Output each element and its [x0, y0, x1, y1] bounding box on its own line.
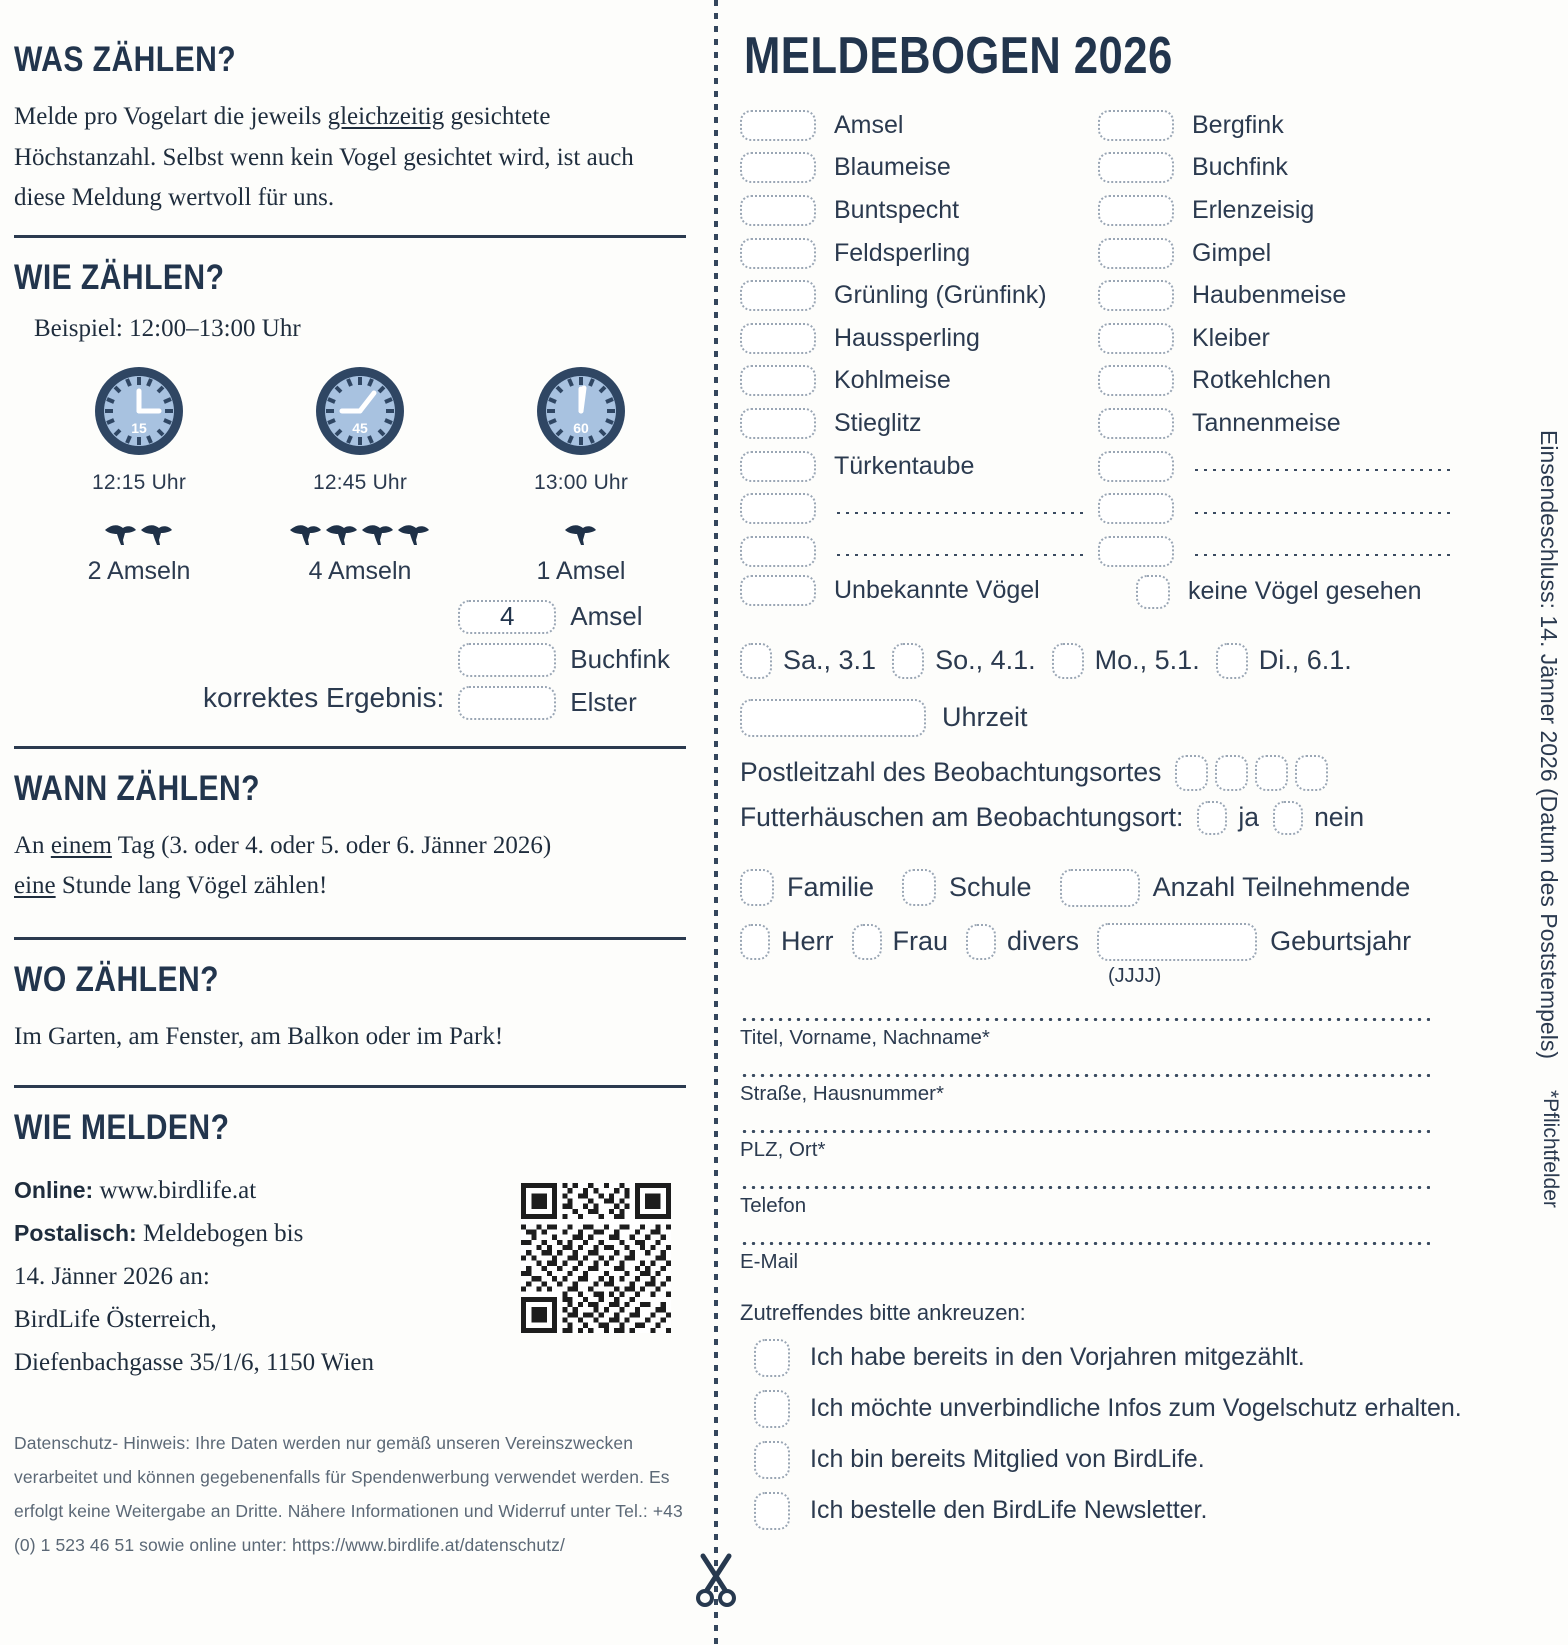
divider-2 — [14, 746, 686, 749]
field-email — [740, 1242, 1460, 1274]
result-count-input-amsel[interactable]: 4 — [458, 600, 556, 634]
bird-silhouettes-3 — [496, 511, 666, 547]
qr-code-icon[interactable] — [506, 1183, 686, 1333]
clock-minutes-3: 60 — [573, 419, 589, 436]
date-checkbox-sa[interactable] — [740, 643, 772, 679]
clock-icon — [89, 361, 189, 461]
wann-zaehlen-text — [14, 826, 686, 907]
species-row — [740, 104, 1098, 147]
was-text-part1: Melde pro Vogelart die jeweils — [14, 103, 328, 130]
clock-time-label-2: 12:45 Uhr — [312, 470, 408, 494]
bird-icon — [564, 521, 598, 547]
left-info-column — [0, 0, 700, 1645]
species-count-input[interactable] — [1098, 408, 1174, 439]
field-label-street: Straße, Hausnummer* — [740, 1081, 944, 1105]
no-birds-seen-label: keine Vögel gesehen — [1188, 577, 1422, 606]
species-label: Erlenzeisig — [1192, 195, 1315, 224]
field-input-name[interactable] — [740, 1018, 1430, 1021]
familie-checkbox[interactable] — [740, 869, 774, 906]
species-label: Gimpel — [1192, 238, 1272, 267]
form-title: MELDEBOGEN 2026 — [744, 27, 1173, 85]
species-row — [1098, 360, 1456, 403]
anzahl-teilnehmende-label: Anzahl Teilnehmende — [1152, 872, 1411, 903]
feeder-checkbox-yes[interactable] — [1197, 801, 1227, 835]
option-checkbox-infos[interactable] — [754, 1390, 790, 1428]
species-count-input[interactable] — [740, 365, 816, 396]
species-label: Türkentaube — [834, 451, 975, 480]
option-checkbox-newsletter[interactable] — [754, 1492, 790, 1530]
species-count-input[interactable] — [1098, 451, 1174, 482]
correct-result-example — [14, 600, 686, 720]
divers-checkbox[interactable] — [966, 924, 996, 960]
field-input-street[interactable] — [740, 1074, 1430, 1077]
species-checklist — [740, 104, 1460, 609]
date-label-sa: Sa., 3.1 — [783, 645, 877, 676]
species-name-blank-line[interactable] — [834, 512, 1086, 514]
species-count-input[interactable] — [740, 408, 816, 439]
clock-example-3 — [496, 361, 666, 586]
species-row-blank — [1098, 530, 1456, 573]
date-option — [892, 643, 1036, 679]
field-input-email[interactable] — [740, 1242, 1430, 1245]
date-label-di: Di., 6.1. — [1258, 645, 1352, 676]
species-name-blank-line[interactable] — [1192, 554, 1456, 556]
bird-icon — [361, 521, 395, 547]
bird-icon — [325, 521, 359, 547]
postal-label: Postalisch: — [14, 1220, 137, 1246]
field-label-name: Titel, Vorname, Nachname* — [740, 1025, 990, 1049]
species-count-input[interactable] — [1098, 152, 1174, 183]
wie-melden-text — [14, 1169, 480, 1384]
bird-icon — [104, 521, 138, 547]
frau-label: Frau — [892, 926, 949, 957]
example-label: Beispiel: 12:00–13:00 Uhr — [34, 314, 301, 342]
schule-checkbox[interactable] — [902, 869, 936, 906]
option-row — [754, 1339, 1460, 1377]
herr-label: Herr — [781, 926, 834, 957]
salutation-row — [740, 923, 1460, 961]
plz-digit-4[interactable] — [1295, 755, 1328, 791]
species-count-input[interactable] — [1098, 238, 1174, 269]
species-count-input[interactable] — [1098, 280, 1174, 311]
species-row-blank — [1098, 487, 1456, 530]
section-title-wo-zaehlen: WO ZÄHLEN? — [14, 959, 219, 999]
schule-label: Schule — [949, 872, 1032, 903]
field-label-city: PLZ, Ort* — [740, 1137, 826, 1161]
clock-examples — [14, 361, 686, 586]
deadline-side-text: Einsendeschluss: 14. Jänner 2026 (Datum des Poststempels) — [1536, 430, 1562, 1059]
option-label-newsletter: Ich bestelle den BirdLife Newsletter. — [810, 1496, 1208, 1525]
uhrzeit-field — [740, 699, 1460, 737]
wann-text-c: Stunde lang Vögel zählen! — [55, 872, 328, 899]
species-column-left — [740, 104, 1098, 609]
scissors-icon — [694, 1548, 738, 1608]
field-input-phone[interactable] — [740, 1186, 1430, 1189]
species-row — [740, 274, 1098, 317]
geburtsjahr-input[interactable] — [1097, 923, 1257, 961]
species-row — [1098, 317, 1456, 360]
postal-line3: BirdLife Österreich, — [14, 1306, 217, 1333]
ankreuzen-label: Zutreffendes bitte ankreuzen: — [740, 1299, 1026, 1325]
option-checkbox-vorjahre[interactable] — [754, 1339, 790, 1377]
date-label-so: So., 4.1. — [935, 645, 1036, 676]
date-label-mo: Mo., 5.1. — [1094, 645, 1200, 676]
clock-time-label-1: 12:15 Uhr — [91, 470, 187, 494]
species-row — [1098, 274, 1456, 317]
date-selection — [740, 643, 1460, 679]
familie-label: Familie — [787, 872, 875, 903]
species-label: Tannenmeise — [1192, 408, 1341, 437]
species-label: Grünling (Grünfink) — [834, 281, 1047, 310]
divider-3 — [14, 937, 686, 940]
divider-4 — [14, 1085, 686, 1088]
was-text-part2: gesichtete Höchstanzahl. Selbst wenn kein Vogel gesichtet wird, ist auch diese Meldung wertvoll für uns. — [14, 103, 634, 211]
clock-count-label-1: 2 Amseln — [87, 556, 191, 585]
divers-label: divers — [1007, 926, 1080, 957]
species-row — [740, 147, 1098, 190]
species-count-input[interactable] — [1098, 110, 1174, 141]
bird-icon — [289, 521, 323, 547]
clock-minutes-1: 15 — [131, 419, 147, 436]
option-row — [754, 1441, 1460, 1479]
species-label: Haubenmeise — [1192, 281, 1347, 310]
correct-result-label: korrektes Ergebnis: — [203, 681, 445, 713]
clock-minutes-2: 45 — [352, 419, 368, 436]
species-count-input[interactable] — [1098, 323, 1174, 354]
option-label-infos: Ich möchte unverbindliche Infos zum Vogelschutz erhalten. — [810, 1394, 1462, 1423]
option-row — [754, 1390, 1460, 1428]
clock-count-label-2: 4 Amseln — [308, 556, 412, 585]
species-label: Rotkehlchen — [1192, 366, 1331, 395]
result-row — [458, 686, 670, 720]
plz-field — [740, 755, 1460, 791]
unknown-birds-label: Unbekannte Vögel — [834, 575, 1040, 604]
uhrzeit-input[interactable] — [740, 699, 926, 737]
feeder-field — [740, 801, 1460, 835]
was-zaehlen-text — [14, 97, 686, 219]
privacy-notice: Datenschutz- Hinweis: Ihre Daten werden nur gemäß unseren Vereinszwecken verarbeitet und können gegebenenfalls für Spendenwerbung verwendet werden. Es erfolgt keine Weitergabe an Dritte. Nähere Informationen und Widerruf unter Tel.: +43 (0) 1 523 46 51 sowie online unter: https://www.birdlife.at/datenschutz/ — [14, 1433, 683, 1556]
species-row — [1098, 402, 1456, 445]
species-name-blank-line[interactable] — [1192, 469, 1456, 471]
plz-label: Postleitzahl des Beobachtungsortes — [740, 757, 1162, 788]
field-input-city[interactable] — [740, 1130, 1430, 1133]
section-title-wann-zaehlen: WANN ZÄHLEN? — [14, 768, 260, 808]
species-name-blank-line[interactable] — [1192, 512, 1456, 514]
result-row — [458, 643, 670, 677]
feeder-label-yes: ja — [1238, 802, 1260, 833]
species-label: Bergfink — [1192, 110, 1284, 139]
feeder-label-no: nein — [1314, 802, 1365, 833]
clock-count-label-3: 1 Amsel — [536, 556, 626, 585]
field-label-phone: Telefon — [740, 1193, 807, 1217]
field-name — [740, 1018, 1460, 1050]
date-option — [1052, 643, 1200, 679]
species-count-input[interactable] — [740, 323, 816, 354]
species-count-input[interactable] — [740, 152, 816, 183]
species-column-right — [1098, 104, 1456, 609]
species-label: Haussperling — [834, 323, 980, 352]
result-species-amsel: Amsel — [570, 601, 643, 631]
bird-icon — [140, 521, 174, 547]
geburtsjahr-label: Geburtsjahr — [1270, 926, 1412, 957]
species-count-input[interactable] — [1098, 536, 1174, 567]
bird-silhouettes-2 — [275, 511, 445, 547]
species-label: Kleiber — [1192, 323, 1270, 352]
result-count-input-elster[interactable] — [458, 686, 556, 720]
species-count-input[interactable] — [1098, 365, 1174, 396]
species-row — [740, 402, 1098, 445]
wann-text-u1: einem — [50, 831, 112, 859]
result-count-input-buchfink[interactable] — [458, 643, 556, 677]
clock-icon — [531, 361, 631, 461]
section-title-wie-melden: WIE MELDEN? — [14, 1108, 230, 1147]
species-count-input[interactable] — [740, 238, 816, 269]
species-name-blank-line[interactable] — [834, 554, 1086, 556]
species-count-input[interactable] — [740, 493, 816, 524]
was-text-underlined: gleichzeitig — [327, 103, 445, 130]
anzahl-teilnehmende-input[interactable] — [1060, 869, 1140, 907]
right-form-column — [740, 0, 1460, 1645]
species-count-input[interactable] — [740, 536, 816, 567]
herr-checkbox[interactable] — [740, 924, 770, 960]
bird-silhouettes-1 — [54, 511, 224, 547]
option-label-mitglied: Ich bin bereits Mitglied von BirdLife. — [810, 1445, 1205, 1474]
species-label: Amsel — [834, 110, 904, 139]
date-option — [1216, 643, 1352, 679]
species-row — [740, 189, 1098, 232]
geburtsjahr-hint: (JJJJ) — [1108, 964, 1162, 987]
species-label: Kohlmeise — [834, 366, 951, 395]
clock-time-label-3: 13:00 Uhr — [533, 470, 629, 494]
clock-example-1 — [54, 361, 224, 586]
section-title-was-zaehlen: WAS ZÄHLEN? — [14, 40, 237, 79]
species-count-input[interactable] — [740, 110, 816, 141]
species-label: Feldsperling — [834, 238, 971, 267]
plz-digit-2[interactable] — [1215, 755, 1248, 791]
group-type-row — [740, 869, 1460, 907]
species-row-blank — [1098, 445, 1456, 488]
result-species-buchfink: Buchfink — [570, 644, 670, 674]
wo-zaehlen-text: Im Garten, am Fenster, am Balkon oder im Park! — [14, 1022, 504, 1050]
species-row-blank — [740, 530, 1098, 573]
species-row — [1098, 232, 1456, 275]
online-label: Online: — [14, 1177, 94, 1203]
date-checkbox-di[interactable] — [1216, 643, 1248, 679]
clock-example-2 — [275, 361, 445, 586]
feeder-label: Futterhäuschen am Beobachtungsort: — [740, 802, 1184, 833]
result-row — [458, 600, 670, 634]
field-label-email: E-Mail — [740, 1249, 799, 1273]
species-row — [1098, 189, 1456, 232]
date-checkbox-so[interactable] — [892, 643, 924, 679]
divider-1 — [14, 235, 686, 238]
no-birds-seen-checkbox[interactable] — [1136, 575, 1170, 609]
postal-line2: 14. Jänner 2026 an: — [14, 1263, 210, 1290]
wann-text-b: Tag (3. oder 4. oder 5. oder 6. Jänner 2026) — [111, 831, 552, 859]
option-row — [754, 1492, 1460, 1530]
clock-icon — [310, 361, 410, 461]
species-count-input[interactable] — [1098, 195, 1174, 226]
species-row — [740, 317, 1098, 360]
species-count-input[interactable] — [740, 451, 816, 482]
species-row-blank — [740, 487, 1098, 530]
online-value[interactable]: www.birdlife.at — [93, 1177, 257, 1204]
field-street — [740, 1074, 1460, 1106]
field-city — [740, 1130, 1460, 1162]
bird-icon — [397, 521, 431, 547]
species-row — [1098, 147, 1456, 190]
frau-checkbox[interactable] — [852, 924, 882, 960]
date-checkbox-mo[interactable] — [1052, 643, 1084, 679]
option-label-vorjahre: Ich habe bereits in den Vorjahren mitgezählt. — [810, 1343, 1305, 1372]
species-row — [740, 360, 1098, 403]
postal-value: Meldebogen bis — [136, 1220, 304, 1247]
no-birds-seen-row — [1136, 575, 1456, 609]
postal-line4: Diefenbachgasse 35/1/6, 1150 Wien — [14, 1349, 375, 1376]
unknown-birds-input[interactable] — [740, 575, 816, 606]
species-row — [1098, 104, 1456, 147]
species-label: Blaumeise — [834, 153, 951, 182]
plz-digit-1[interactable] — [1175, 755, 1208, 791]
wann-text-a: An — [14, 831, 51, 859]
unknown-birds-row — [740, 575, 1098, 606]
species-row — [740, 445, 1098, 488]
result-species-elster: Elster — [570, 687, 637, 717]
plz-digit-3[interactable] — [1255, 755, 1288, 791]
cut-line — [714, 0, 718, 1645]
species-count-input[interactable] — [1098, 493, 1174, 524]
species-label: Buchfink — [1192, 153, 1288, 182]
section-title-wie-zaehlen: WIE ZÄHLEN? — [14, 257, 225, 297]
wann-text-u2: eine — [14, 872, 56, 899]
feeder-checkbox-no[interactable] — [1273, 801, 1303, 835]
species-row — [740, 232, 1098, 275]
species-label: Stieglitz — [834, 408, 922, 437]
species-count-input[interactable] — [740, 195, 816, 226]
field-phone — [740, 1186, 1460, 1218]
option-checkbox-mitglied[interactable] — [754, 1441, 790, 1479]
uhrzeit-label: Uhrzeit — [942, 702, 1028, 733]
date-option — [740, 643, 876, 679]
species-count-input[interactable] — [740, 280, 816, 311]
required-fields-side-text: *Pflichtfelder — [1539, 1090, 1562, 1208]
species-label: Buntspecht — [834, 195, 960, 224]
